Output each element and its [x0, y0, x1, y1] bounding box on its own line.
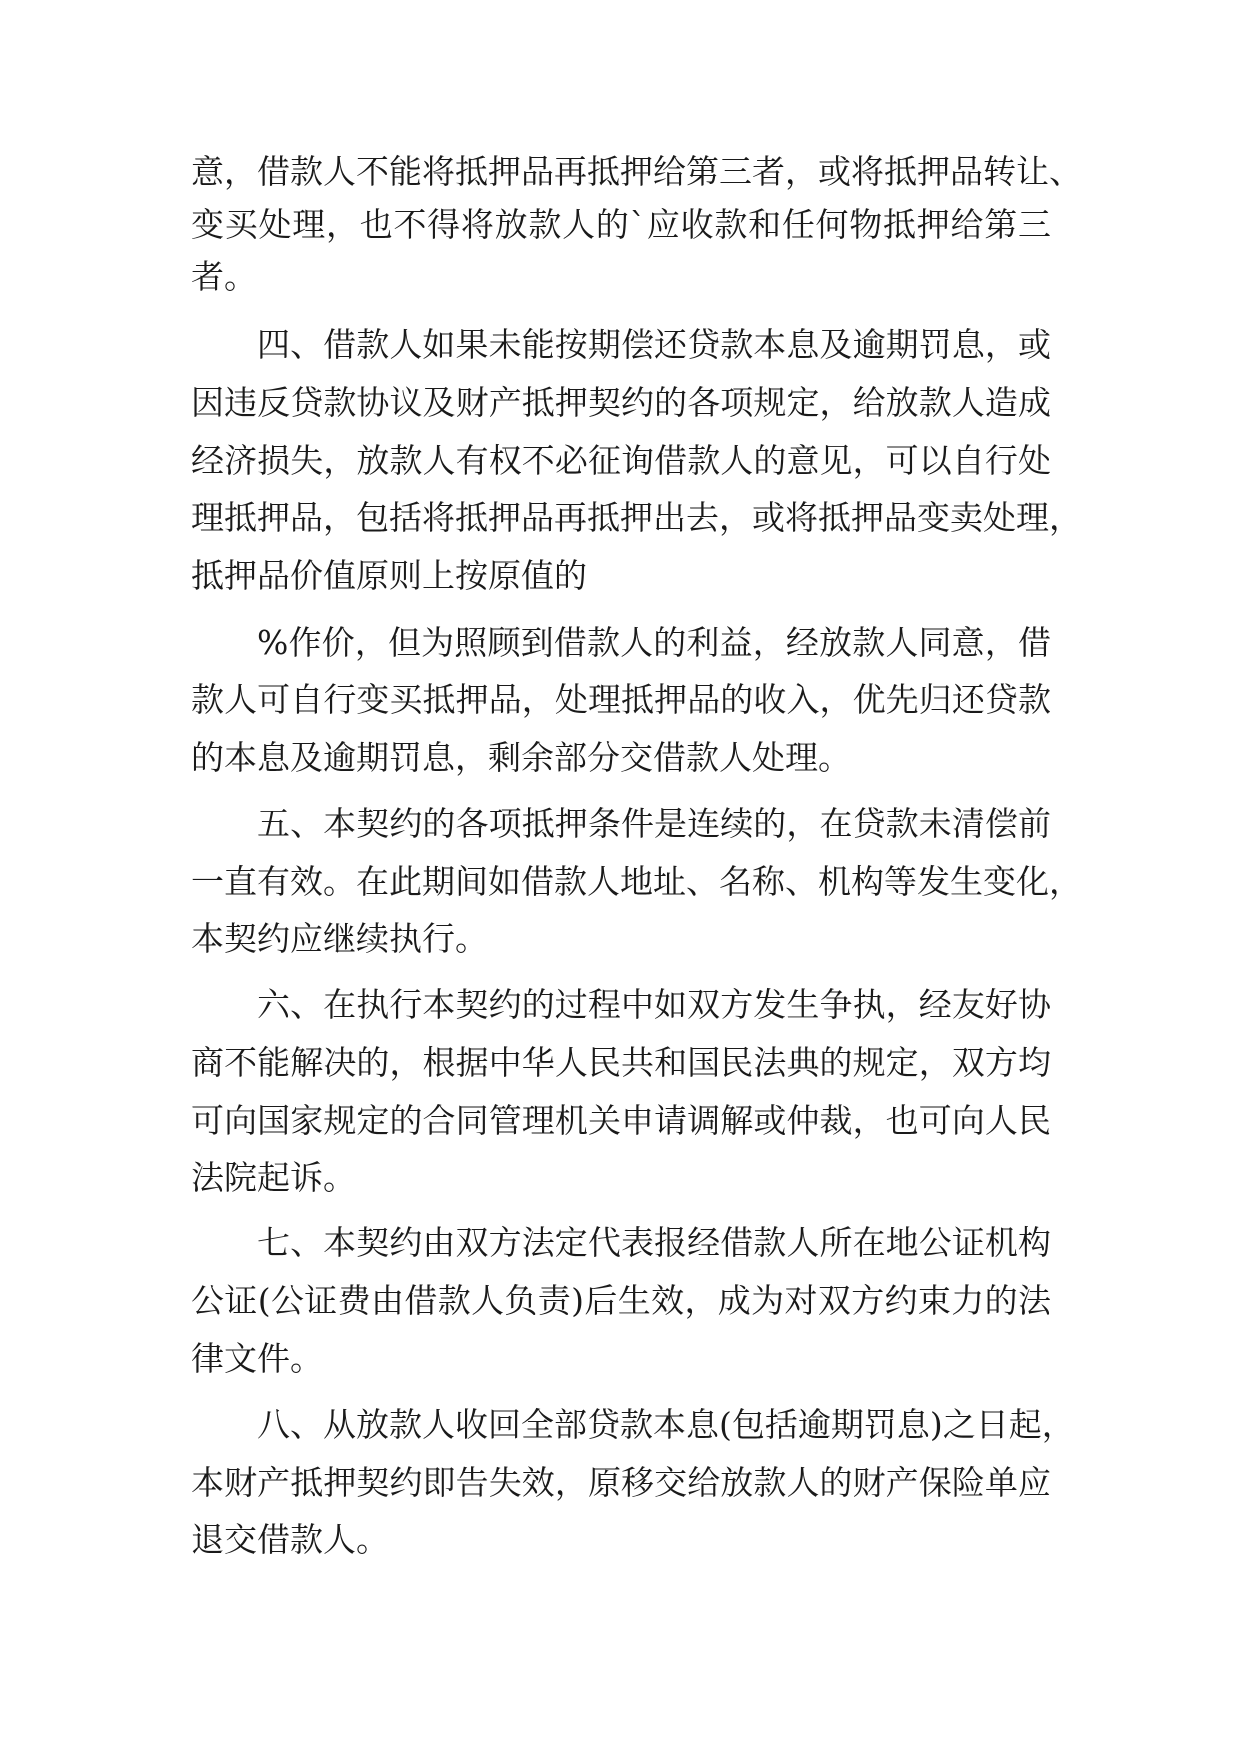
paragraph-7-line: 七、本契约由双方法定代表报经借款人所在地公证机构 [257, 1223, 1051, 1262]
text-line: 公证(公证费由借款人负责)后生效，成为对双方约束力的法 [191, 1281, 1051, 1320]
paragraph-8-line: 八、从放款人收回全部贷款本息(包括逾期罚息)之日起， [257, 1405, 1075, 1444]
text-line: 变买处理，也不得将放款人的`应收款和任何物抵押给第三 [191, 205, 1051, 244]
text-line: 经济损失，放款人有权不必征询借款人的意见，可以自行处 [191, 441, 1051, 480]
text-line: 可向国家规定的合同管理机关申请调解或仲裁，也可向人民 [191, 1101, 1051, 1140]
text-line: 律文件。 [191, 1339, 323, 1378]
text-line: 本契约应继续执行。 [191, 919, 488, 958]
text-line: %作价，但为照顾到借款人的利益，经放款人同意，借 [257, 623, 1051, 662]
text-line: 因违反贷款协议及财产抵押契约的各项规定，给放款人造成 [191, 383, 1051, 422]
text-line: 一直有效。在此期间如借款人地址、名称、机构等发生变化， [191, 862, 1082, 901]
text-line: 理抵押品，包括将抵押品再抵押出去，或将抵押品变卖处理， [191, 498, 1082, 537]
text-line: 法院起诉。 [191, 1158, 356, 1197]
text-line: 抵押品价值原则上按原值的 [191, 556, 587, 595]
paragraph-4-line: 四、借款人如果未能按期偿还贷款本息及逾期罚息，或 [257, 325, 1051, 364]
text-line: 款人可自行变买抵押品，处理抵押品的收入，优先归还贷款 [191, 680, 1051, 719]
text-line: 退交借款人。 [191, 1520, 389, 1559]
text-line: 者。 [191, 257, 257, 296]
text-line: 的本息及逾期罚息，剩余部分交借款人处理。 [191, 738, 851, 777]
text-line: 本财产抵押契约即告失效，原移交给放款人的财产保险单应 [191, 1463, 1051, 1502]
paragraph-5-line: 五、本契约的各项抵押条件是连续的，在贷款未清偿前 [257, 804, 1051, 843]
text-line: 商不能解决的，根据中华人民共和国民法典的规定，双方均 [191, 1043, 1051, 1082]
paragraph-6-line: 六、在执行本契约的过程中如双方发生争执，经友好协 [257, 985, 1051, 1024]
text-line: 意，借款人不能将抵押品再抵押给第三者，或将抵押品转让、 [191, 152, 1082, 191]
